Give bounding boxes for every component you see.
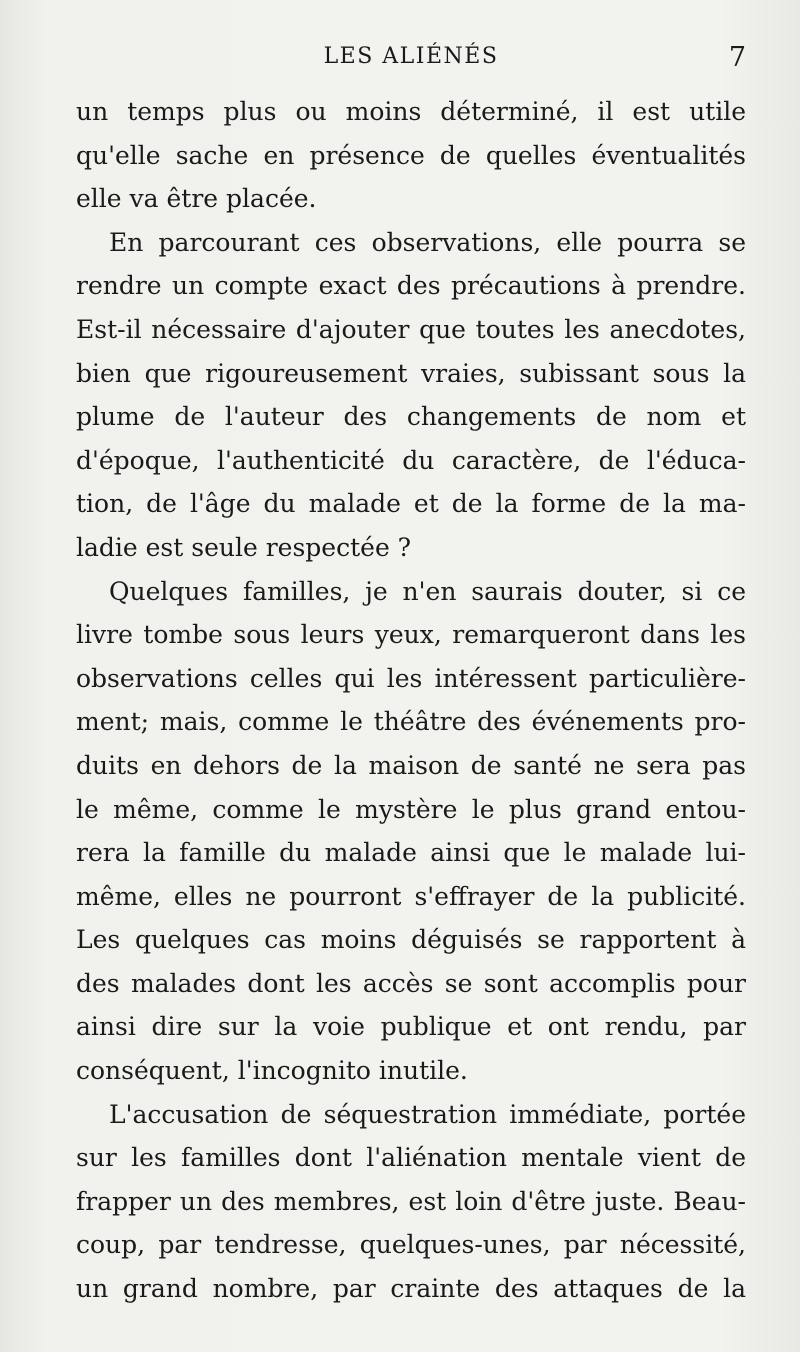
text-line: ment; mais, comme le théâtre des événements pro-: [76, 707, 746, 737]
text-line: rera la famille du malade ainsi que le malade lui-: [76, 838, 746, 868]
text-line: le même, comme le mystère le plus grand entou-: [76, 794, 746, 824]
text-line: ainsi dire sur la voie publique et ont rendu, par: [76, 1012, 746, 1042]
text-line: ladie est seule respectée ?: [76, 532, 412, 562]
text-line: conséquent, l'incognito inutile.: [76, 1056, 468, 1086]
text-line: rendre un compte exact des précautions à prendre.: [76, 271, 746, 301]
text-line: même, elles ne pourront s'effrayer de la publicité.: [76, 881, 746, 911]
text-line: un grand nombre, par crainte des attaques de la: [76, 1274, 746, 1304]
text-line: observations celles qui les intéressent particulière-: [76, 663, 746, 693]
body-text: [76, 90, 746, 1311]
paragraph-first-line: En parcourant ces observations, elle pourra se: [109, 227, 746, 257]
text-line: tion, de l'âge du malade et de la forme de la ma-: [76, 489, 746, 519]
page-number: 7: [728, 42, 746, 73]
text-line: frapper un des membres, est loin d'être juste. Beau-: [76, 1186, 746, 1216]
text-line: des malades dont les accès se sont accomplis pour: [76, 968, 746, 998]
text-line: bien que rigoureusement vraies, subissant sous la: [76, 358, 746, 388]
text-line: elle va être placée.: [76, 184, 317, 214]
text-line: un temps plus ou moins déterminé, il est utile: [76, 97, 746, 126]
text-line: plume de l'auteur des changements de nom et: [76, 402, 746, 432]
text-line: d'époque, l'authenticité du caractère, de l'éduca-: [76, 445, 746, 475]
text-line: livre tombe sous leurs yeux, remarqueront dans les: [76, 620, 746, 650]
text-line: Les quelques cas moins déguisés se rapportent à: [76, 925, 746, 955]
running-title: LES ALIÉNÉS: [323, 44, 499, 69]
paragraph-first-line: Quelques familles, je n'en saurais douter, si ce: [109, 576, 746, 606]
page-header: [76, 44, 746, 84]
paragraph-first-line: L'accusation de séquestration immédiate, portée: [109, 1099, 746, 1129]
text-line: sur les familles dont l'aliénation mentale vient de: [76, 1143, 746, 1173]
text-line: Est-il nécessaire d'ajouter que toutes les anecdotes,: [76, 314, 746, 344]
text-line: duits en dehors de la maison de santé ne sera pas: [76, 750, 746, 780]
text-line: coup, par tendresse, quelques-unes, par nécessité,: [76, 1230, 746, 1260]
text-line: qu'elle sache en présence de quelles éventualités: [76, 140, 746, 170]
